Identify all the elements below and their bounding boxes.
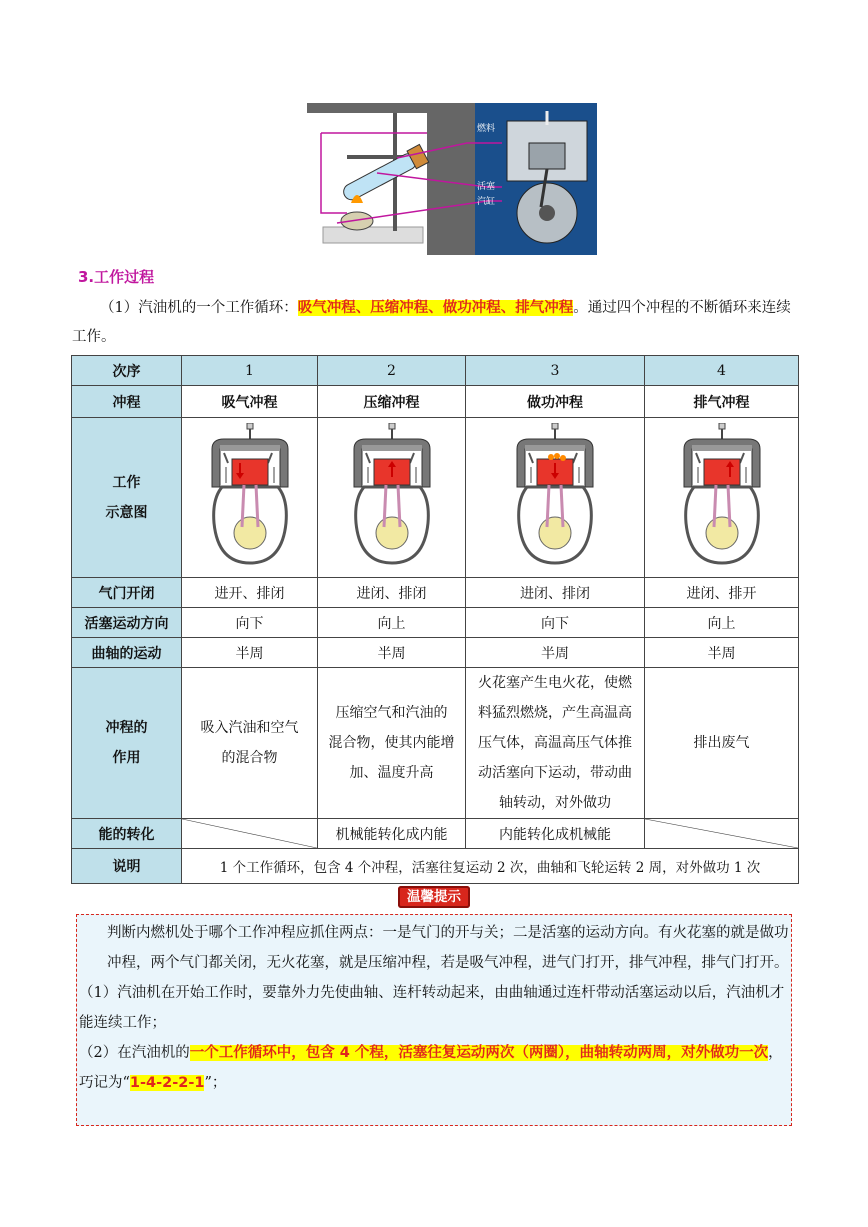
- crank-cell: 半周: [645, 638, 799, 668]
- tip-paragraph-1: 判断内燃机处于哪个工作冲程应抓住两点：一是气门的开与关；二是活塞的运动方向。有火花塞的就是做功冲程，两个气门都关闭，无火花塞，就是压缩冲程，若是吸气冲程，进气门打开，排气冲程，排气门打开。: [107, 925, 789, 971]
- row-valves: [72, 578, 799, 608]
- tip-p3-prefix: （2）在汽油机的: [79, 1045, 190, 1061]
- note-cell: 1 个工作循环，包含 4 个冲程，活塞往复运动 2 次，曲轴和飞轮运转 2 周，对外做功 1 次: [182, 849, 799, 884]
- effect-cell: 排出废气: [645, 668, 799, 819]
- row-diagram: [72, 418, 799, 578]
- tip-badge: 温馨提示: [398, 886, 470, 908]
- energy-cell-empty: [182, 819, 318, 849]
- engine-diagram-icon: [674, 423, 770, 569]
- header-sequence: 次序: [72, 356, 182, 386]
- piston-cell: 向上: [645, 608, 799, 638]
- row-piston: [72, 608, 799, 638]
- crank-cell: 半周: [182, 638, 318, 668]
- header-piston: 活塞运动方向: [72, 608, 182, 638]
- tip-paragraph-2: （1）汽油机在开始工作时，要靠外力先使曲轴、连杆转动起来，由曲轴通过连杆带动活塞运动以后，汽油机才能连续工作；: [79, 985, 785, 1031]
- header-stroke: 冲程: [72, 386, 182, 418]
- diagram-compression: [318, 418, 466, 578]
- tip-p3-suffix: ”；: [204, 1075, 227, 1091]
- tip-p3-highlight: 一个工作循环中，包含 4 个程，活塞往复运动两次（两圈），曲轴转动两周，对外做功一次: [189, 1045, 769, 1061]
- row-energy: [72, 819, 799, 849]
- label-piston: 活塞: [477, 182, 496, 192]
- valve-cell: 进闭、排闭: [318, 578, 466, 608]
- engine-diagram-icon: [202, 423, 298, 569]
- header-effect: 冲程的 作用: [72, 668, 182, 819]
- header-crank: 曲轴的运动: [72, 638, 182, 668]
- header-note: 说明: [72, 849, 182, 884]
- engine-diagram-icon: [507, 423, 603, 569]
- header-diagram: 工作 示意图: [72, 418, 182, 578]
- header-valves: 气门开闭: [72, 578, 182, 608]
- crank-cell: 半周: [318, 638, 466, 668]
- row-sequence: [72, 356, 799, 386]
- effect-cell: 吸入汽油和空气 的混合物: [182, 668, 318, 819]
- intro-prefix: （1）汽油机的一个工作循环：: [100, 300, 298, 316]
- label-cylinder: 汽缸: [477, 197, 496, 207]
- effect-cell: 火花塞产生电火花，使燃 料猛烈燃烧，产生高温高 压气体，高温高压气体推 动活塞向下运动，带动曲 轴转动，对外做功: [466, 668, 645, 819]
- tip-box: [76, 914, 792, 1126]
- piston-cell: 向下: [182, 608, 318, 638]
- steam-vs-engine-figure: [307, 103, 597, 255]
- seq-cell: 1: [182, 356, 318, 386]
- valve-cell: 进闭、排开: [645, 578, 799, 608]
- header-energy: 能的转化: [72, 819, 182, 849]
- stroke-table: [71, 355, 799, 884]
- row-stroke-name: [72, 386, 799, 418]
- piston-cell: 向上: [318, 608, 466, 638]
- energy-cell: 机械能转化成内能: [318, 819, 466, 849]
- stroke-name-cell: 压缩冲程: [318, 386, 466, 418]
- energy-cell-empty: [645, 819, 799, 849]
- seq-cell: 3: [466, 356, 645, 386]
- label-fuel: 燃料: [477, 124, 496, 134]
- seq-cell: 4: [645, 356, 799, 386]
- crank-cell: 半周: [466, 638, 645, 668]
- tip-paragraph-3: [79, 1038, 791, 1098]
- diagram-exhaust: [645, 418, 799, 578]
- valve-cell: 进开、排闭: [182, 578, 318, 608]
- tip-p3-code: 1-4-2-2-1: [129, 1075, 205, 1091]
- stroke-name-cell: 吸气冲程: [182, 386, 318, 418]
- stroke-name-cell: 做功冲程: [466, 386, 645, 418]
- seq-cell: 2: [318, 356, 466, 386]
- section-heading: 3.工作过程: [78, 268, 155, 286]
- intro-highlight: 吸气冲程、压缩冲程、做功冲程、排气冲程: [297, 300, 574, 316]
- diagram-power: [466, 418, 645, 578]
- effect-cell: 压缩空气和汽油的 混合物，使其内能增 加、温度升高: [318, 668, 466, 819]
- piston-cell: 向下: [466, 608, 645, 638]
- valve-cell: 进闭、排闭: [466, 578, 645, 608]
- intro-paragraph: [72, 294, 798, 352]
- tip-p3-mid: ，巧记为“: [79, 1045, 783, 1091]
- stroke-name-cell: 排气冲程: [645, 386, 799, 418]
- intro-suffix: 。通过四个冲程的不断循环来连续工作。: [72, 300, 791, 345]
- row-note: [72, 849, 799, 884]
- diagram-intake: [182, 418, 318, 578]
- row-effect: [72, 668, 799, 819]
- row-crank: [72, 638, 799, 668]
- energy-cell: 内能转化成机械能: [466, 819, 645, 849]
- engine-diagram-icon: [344, 423, 440, 569]
